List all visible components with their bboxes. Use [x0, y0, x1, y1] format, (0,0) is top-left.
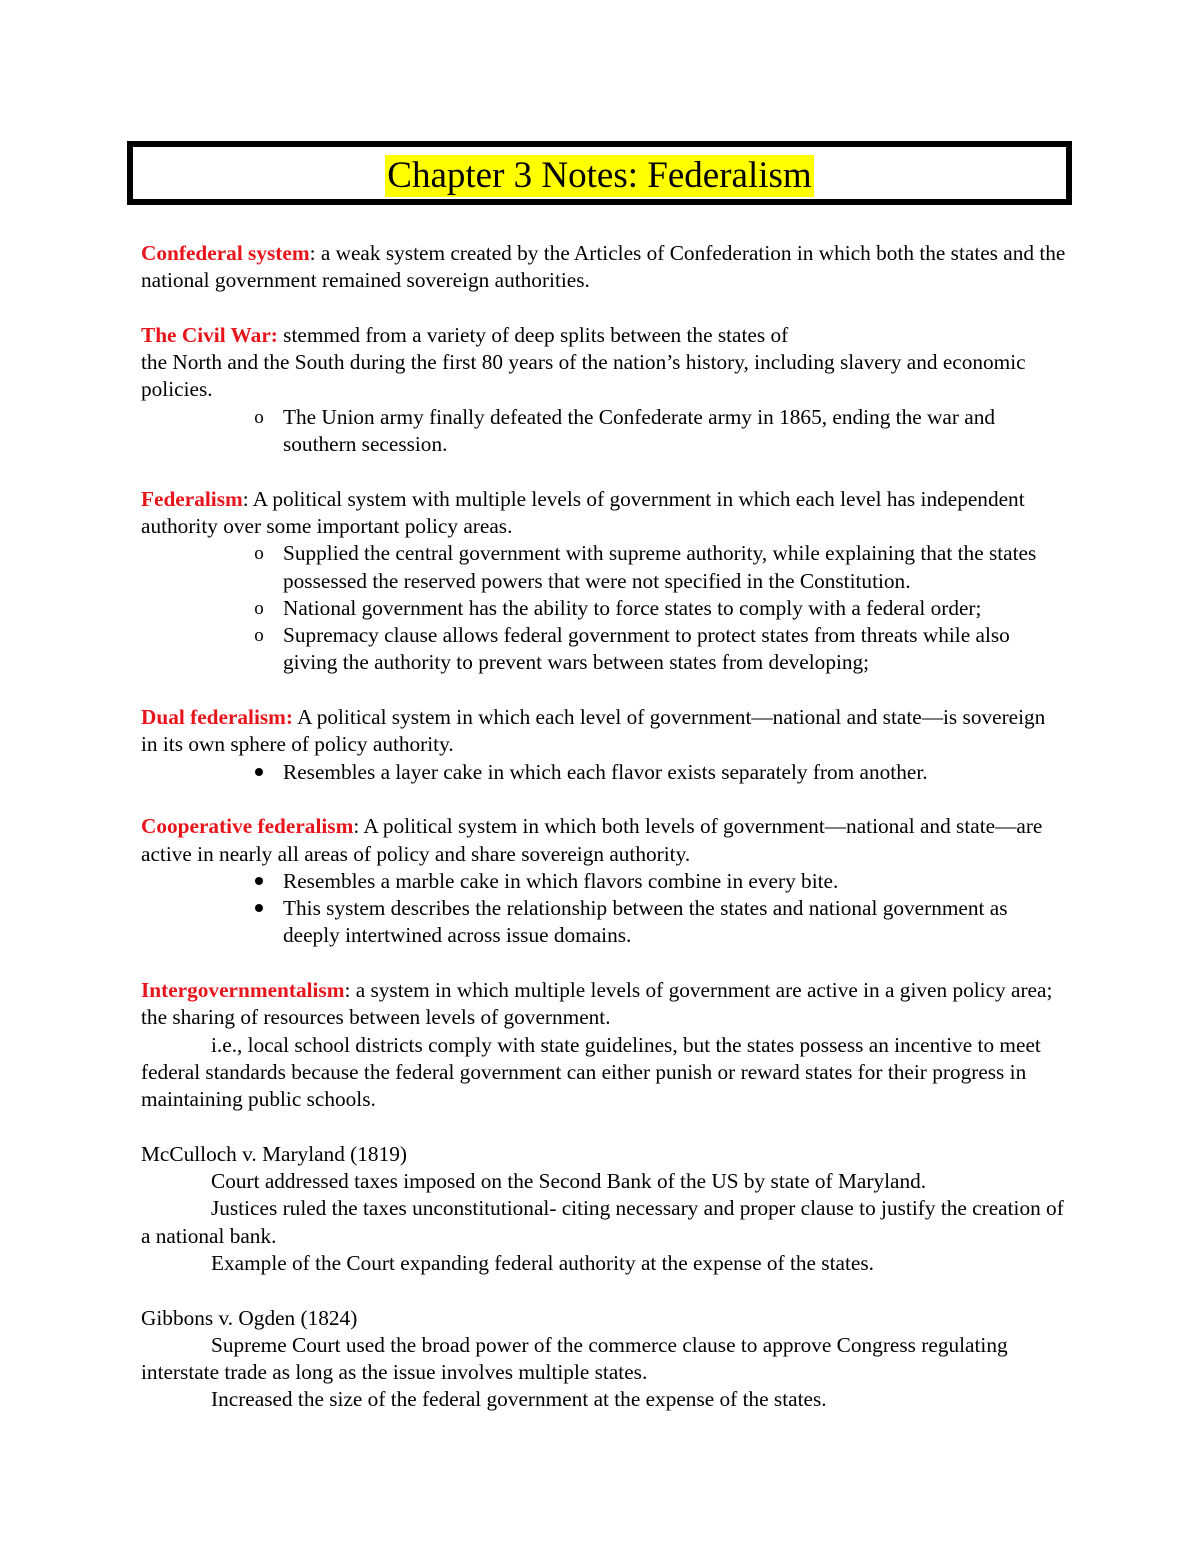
dual-federalism-bullets: [141, 759, 1066, 786]
case-title: Gibbons v. Ogden (1824): [141, 1305, 358, 1330]
cooperative-federalism-bullets: [141, 868, 1066, 950]
intergovernmentalism-example: i.e., local school districts comply with state guidelines, but the states possess an incentive to meet federal standards because the federal government can either punish or reward states for their progress in maintaining public schools.: [141, 1032, 1041, 1112]
civil-war-bullet-text: The Union army finally defeated the Confederate army in 1865, ending the war and southern secession.: [283, 404, 996, 457]
civil-war-paragraph-1: [141, 322, 1066, 349]
case-note: Court addressed taxes imposed on the Second Bank of the US by state of Maryland.: [211, 1169, 927, 1194]
list-item: [141, 868, 1066, 895]
federalism-bullet-text: National government has the ability to force states to comply with a federal order;: [283, 595, 982, 620]
term-dual-federalism: Dual federalism:: [141, 705, 294, 730]
case-note: Increased the size of the federal government at the expense of the states.: [211, 1387, 827, 1412]
federalism-definition: : A political system with multiple levels of government in which each level has independent authority over some important policy areas.: [141, 486, 1025, 538]
cooperative-bullet-text: This system describes the relationship between the states and national government as deeply intertwined across issue domains.: [283, 896, 1008, 948]
case-note: Justices ruled the taxes unconstitutional- citing necessary and proper clause to justify the creation of a national bank.: [141, 1196, 1064, 1248]
intergovernmentalism-definition: : a system in which multiple levels of government are active in a given policy area; the sharing of resources between levels of government.: [141, 978, 1053, 1030]
circle-bullet-icon: o: [254, 597, 264, 619]
term-intergovernmentalism: Intergovernmentalism: [141, 978, 345, 1003]
intergovernmentalism-paragraph: [141, 977, 1066, 1032]
cooperative-federalism-paragraph: [141, 813, 1066, 868]
cooperative-federalism-definition: : A political system in which both levels of government—national and state—are active in nearly all areas of policy and share sovereign authority.: [141, 814, 1043, 866]
federalism-paragraph: [141, 486, 1066, 541]
civil-war-paragraph-2: the North and the South during the first 80 years of the nation’s history, including slavery and economic policies.: [141, 350, 1026, 402]
confederal-definition: : a weak system created by the Articles of Confederation in which both the states and the national government remained sovereign authorities.: [141, 241, 1066, 293]
case-note: Example of the Court expanding federal authority at the expense of the states.: [211, 1250, 874, 1275]
civil-war-bullets: [141, 404, 1066, 459]
dual-federalism-definition: A political system in which each level of government—national and state—is sovereign in its own sphere of policy authority.: [141, 705, 1046, 757]
list-item: [141, 540, 1066, 595]
list-item: [141, 622, 1066, 677]
dual-federalism-bullet-text: Resembles a layer cake in which each flavor exists separately from another.: [283, 759, 928, 784]
circle-bullet-icon: o: [254, 625, 264, 647]
dual-federalism-paragraph: [141, 704, 1066, 759]
section-intergovernmentalism: [141, 977, 1066, 1113]
cooperative-bullet-text: Resembles a marble cake in which flavors combine in every bite.: [283, 868, 839, 893]
section-cooperative-federalism: [141, 813, 1066, 949]
section-civil-war: [141, 322, 1066, 458]
list-item: [141, 895, 1066, 950]
case-mcculloch: [141, 1141, 1066, 1277]
list-item: [141, 595, 1066, 622]
circle-bullet-icon: o: [254, 406, 264, 428]
federalism-bullets: [141, 540, 1066, 676]
term-federalism: Federalism: [141, 486, 243, 511]
federalism-bullet-text: Supplied the central government with supreme authority, while explaining that the states possessed the reserved powers that were not specified in the Constitution.: [283, 541, 1037, 593]
civil-war-definition-1: stemmed from a variety of deep splits between the states of: [277, 322, 789, 347]
page-title: Chapter 3 Notes: Federalism: [387, 155, 812, 196]
term-confederal-system: Confederal system: [141, 241, 310, 265]
federalism-bullet-text: Supremacy clause allows federal government to protect states from threats while also giving the authority to prevent wars between states from developing;: [283, 623, 1010, 675]
section-confederal-system: [141, 240, 1066, 295]
section-federalism: [141, 486, 1066, 677]
case-gibbons: [141, 1305, 1066, 1414]
list-item: [141, 404, 1066, 459]
case-note: Supreme Court used the broad power of the commerce clause to approve Congress regulating interstate trade as long as the issue involves multiple states.: [141, 1332, 1008, 1385]
title-box: [127, 141, 1072, 205]
list-item: [141, 759, 1066, 786]
notes-content: [141, 240, 1066, 1414]
case-title: McCulloch v. Maryland (1819): [141, 1141, 407, 1166]
term-civil-war: The Civil War:: [141, 322, 278, 347]
term-cooperative-federalism: Cooperative federalism: [141, 814, 354, 839]
circle-bullet-icon: o: [254, 543, 264, 565]
section-dual-federalism: [141, 704, 1066, 786]
confederal-paragraph: [141, 240, 1066, 295]
document-page: [141, 141, 1066, 1441]
